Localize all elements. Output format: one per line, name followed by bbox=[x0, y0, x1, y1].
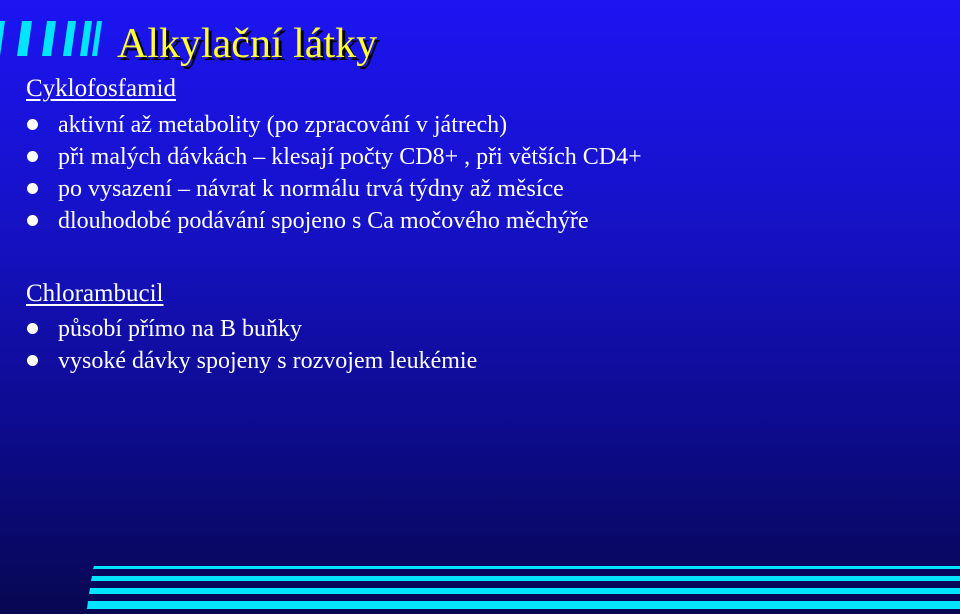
bullet-icon bbox=[27, 355, 38, 366]
list-item bbox=[26, 205, 642, 237]
list-item bbox=[26, 173, 642, 205]
top-stripe bbox=[80, 21, 92, 56]
bottom-stripe bbox=[89, 588, 960, 594]
bottom-stripe bbox=[87, 601, 960, 609]
top-stripe bbox=[0, 21, 5, 56]
slide-title: Alkylační látky bbox=[117, 21, 378, 67]
list-item-text: působí přímo na B buňky bbox=[58, 316, 302, 342]
bullet-list-cyklofosfamid bbox=[26, 109, 642, 237]
top-stripe bbox=[92, 21, 102, 56]
list-item-text: vysoké dávky spojeny s rozvojem leukémie bbox=[58, 348, 478, 374]
bullet-icon bbox=[27, 215, 38, 226]
bullet-icon bbox=[27, 119, 38, 130]
bottom-stripe bbox=[91, 576, 960, 581]
list-item bbox=[26, 109, 642, 141]
bottom-stripe bbox=[93, 566, 960, 569]
list-item-text: dlouhodobé podávání spojeno s Ca močového měchýře bbox=[58, 208, 589, 234]
list-item-text: po vysazení – návrat k normálu trvá týdny až měsíce bbox=[58, 176, 564, 202]
list-item bbox=[26, 345, 477, 377]
bullet-list-chlorambucil bbox=[26, 313, 477, 377]
list-item-text: aktivní až metabolity (po zpracování v játrech) bbox=[58, 112, 508, 138]
list-item bbox=[26, 313, 477, 345]
section-heading-chlorambucil: Chlorambucil bbox=[26, 280, 164, 307]
list-item-text: při malých dávkách – klesají počty CD8+ , při větších CD4+ bbox=[58, 144, 642, 170]
bullet-icon bbox=[27, 323, 38, 334]
bottom-decorative-stripes bbox=[80, 560, 960, 610]
top-decorative-stripes bbox=[0, 19, 110, 59]
list-item bbox=[26, 141, 642, 173]
bullet-icon bbox=[27, 183, 38, 194]
bullet-icon bbox=[27, 151, 38, 162]
top-stripe bbox=[17, 21, 32, 56]
section-heading-cyklofosfamid: Cyklofosfamid bbox=[26, 75, 176, 102]
top-stripe bbox=[63, 21, 76, 56]
top-stripe bbox=[42, 21, 56, 56]
